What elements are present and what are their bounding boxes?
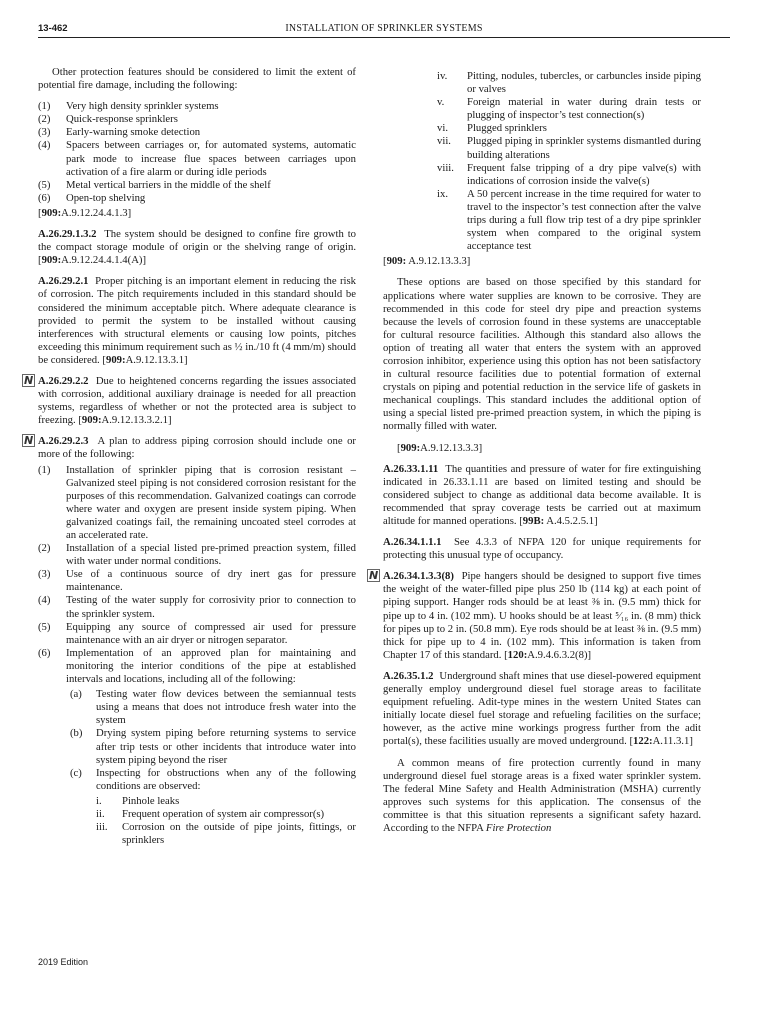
list-marker: (4)	[38, 139, 51, 152]
section-label: A.26.29.2.3	[38, 435, 89, 448]
list-item-text: Pitting, nodules, tubercles, or carbuncles inside piping or valves	[467, 70, 701, 96]
inspection-conditions-continued	[383, 70, 701, 253]
list-marker: (3)	[38, 568, 51, 581]
section-a-26-33-1-11: A.26.33.1.11 The quantities and pressure of water for fire extinguishing indicated in 26.33.1.11 are based on limited testing and should be considered subject to change as additional data become available. It is recommended that spray coverage tests be carried out at maximum altitude for manned operations. [99B: A.4.5.2.5.1]	[383, 462, 701, 527]
list-marker: (c)	[70, 766, 82, 779]
section-a-26-29-2-3: N A.26.29.2.3 A plan to address piping corrosion should include one or more of the following:	[24, 434, 356, 461]
right-column	[369, 70, 702, 843]
intro-list	[38, 100, 356, 205]
section-a-26-35-1-2: A.26.35.1.2 Underground shaft mines that use diesel-powered equipment generally employ underground diesel fuel storage areas to facilitate equipment refueling. Adit-type mines in the western United States can initially locate diesel fuel storage and refueling facilities on the surface; however, as the active mine workings progress further from the adit portal(s), these facilities usually are moved underground. [122:A.11.3.1]	[383, 669, 701, 748]
list-marker: (5)	[38, 178, 51, 191]
list-item-text: Foreign material in water during drain tests or plugging of inspector’s test connection(s)	[467, 96, 701, 122]
list-item-text: Testing of the water supply for corrosivity prior to connection to the sprinkler system.	[66, 594, 356, 620]
section-label: A.26.29.2.1	[38, 275, 89, 288]
list-marker: viii.	[437, 161, 454, 174]
list-item	[38, 727, 356, 766]
list-item	[38, 100, 356, 113]
list-item-text: Equipping any source of compressed air used for pressure maintenance with an air dryer or nitrogen separator.	[66, 620, 356, 646]
page-number: 13-462	[38, 23, 68, 34]
list-item	[38, 621, 356, 647]
section-a-26-29-2-2: N A.26.29.2.2 Due to heightened concerns regarding the issues associated with corrosion, additional auxiliary drainage is needed for all preaction systems, regardless of whether or not the protected area is subject to freezing. [909:A.9.12.13.3.2.1]	[24, 373, 357, 427]
list-item	[38, 192, 356, 205]
options-paragraph: These options are based on those specified by this standard for applications where water supplies are known to be corrosive. They are recommended in this code for steel dry pipe and preaction systems because the levels of corrosion found in these systems are unacceptable for cultural resource facilities. Although this standard also allows the option of treating all water that enters the system with an approved corrosion inhibitor, experience using this option has not been satisfactory in cultural resource facilities due to potential formation of external crystals on piping and potential reduction in the service life of gaskets in mechanical couplings. This standard includes the additional option of using a special listed pre-primed preaction system, in which the piping is normally filled with water.	[383, 276, 701, 433]
options-reference: [909:A.9.12.13.3.3]	[397, 441, 483, 454]
list-marker: iv.	[437, 70, 448, 82]
list-item	[38, 594, 356, 620]
list-marker: (a)	[70, 688, 82, 701]
list-item	[38, 179, 356, 192]
list-item-text: Pinhole leaks	[122, 794, 180, 807]
list-item	[38, 647, 356, 686]
list-item	[38, 542, 356, 568]
list-item-text: Corrosion on the outside of pipe joints, fittings, or sprinklers	[122, 821, 356, 847]
list-item-text: Use of a continuous source of dry inert gas for pressure maintenance.	[66, 568, 356, 594]
list-item	[38, 464, 356, 543]
new-material-marker: N	[24, 434, 34, 448]
list-item-text: A 50 percent increase in the time required for water to travel to the inspector’s test connection after the valve trips during a full flow trip test of a dry pipe sprinkler system when compared to the original system acceptance test	[467, 187, 701, 253]
list-item-text: Testing water flow devices between the semiannual tests using a means that does not introduce fresh water into the system	[96, 688, 356, 727]
list-item	[383, 70, 701, 96]
list-item-text: Implementation of an approved plan for maintaining and monitoring the interior conditions of the pipe at established intervals and locations, including all of the following:	[66, 646, 356, 686]
list-item-text: Drying system piping before returning systems to service after trip tests or other incidents that introduce water into system piping beyond the riser	[96, 727, 356, 766]
running-title: INSTALLATION OF SPRINKLER SYSTEMS	[285, 23, 483, 34]
fire-protection-paragraph: A common means of fire protection currently found in many underground diesel fuel storage areas is a fixed water sprinkler system. The federal Mine Safety and Health Administration (MSHA) currently approves such systems for this application. The consensus of the committee is that this situation represents a significant safety hazard. According to the NFPA Fire Protection	[383, 756, 701, 834]
inspection-conditions-list	[38, 795, 356, 847]
list-marker: i.	[96, 794, 102, 807]
section-a-26-34-1-3-3-8: N A.26.34.1.3.3(8) Pipe hangers should be designed to support five times the weight of the water-filled pipe plus 250 lb (114 kg) at each point of piping support. Hanger rods should be at least ⅜ in. (9.5 mm) thick for pipe up to 4 in. (102 mm). U hooks should be at least ⁵⁄₁₆ in. (8 mm) thick for pipes up to 2 in. (50.8 mm). Eye rods should be at least ⅜ in. (9.5 mm) thick for pipe up to 4 in. (102 mm). This information is taken from Chapter 17 of this standard. [120:A.9.4.6.3.2(8)]	[369, 569, 702, 661]
list-item	[38, 767, 356, 793]
section-label: A.26.29.1.3.2	[38, 228, 97, 241]
section-label: A.26.29.2.2	[38, 374, 89, 387]
list-item-text: Early-warning smoke detection	[66, 126, 201, 139]
list-item	[383, 122, 701, 135]
list-marker: (b)	[70, 727, 83, 740]
intro-reference: [909:A.9.12.24.4.1.3]	[38, 206, 132, 219]
section-a-26-29-1-3-2: A.26.29.1.3.2 The system should be designed to confine fire growth to the compact storage module of origin or the shelving range of origin. [909:A.9.12.24.4.1.4(A)]	[38, 228, 357, 267]
list-item-text: Frequent operation of system air compressor(s)	[122, 807, 325, 820]
list-marker: (2)	[38, 542, 51, 555]
section-label: A.26.34.1.3.3(8)	[383, 570, 454, 583]
list-marker: v.	[437, 96, 445, 109]
list-item-text: Inspecting for obstructions when any of the following conditions are observed:	[96, 766, 356, 792]
list-item	[383, 188, 701, 253]
list-marker: (1)	[38, 463, 51, 476]
list-item	[38, 113, 356, 126]
list-item-text: Very high density sprinkler systems	[66, 100, 219, 113]
list-item	[38, 821, 356, 847]
section-a-26-34-1-1-1: A.26.34.1.1.1 See 4.3.3 of NFPA 120 for unique requirements for protecting this unusual type of occupancy.	[383, 536, 702, 562]
list-item	[38, 568, 356, 594]
left-column	[24, 66, 357, 849]
section-label: A.26.35.1.2	[383, 669, 434, 682]
monitoring-sublist	[38, 688, 356, 793]
list-item-text: Spacers between carriages or, for automated systems, automatic park mode to increase flue spaces between carriages upon activation of a fire alarm or during idle periods	[66, 139, 356, 178]
list-marker: (6)	[38, 646, 51, 659]
list-item	[38, 139, 356, 178]
list-item-text: Installation of sprinkler piping that is corrosion resistant – Galvanized steel piping is not considered corrosion resistant for the purposes of this recommendation. Galvanized coatings can corrode where water and oxygen are present inside system piping. When galvanized coatings fail, the remaining uncoated steel corrodes at an accelerated rate.	[66, 463, 356, 541]
list-marker: (2)	[38, 113, 51, 126]
new-material-marker: N	[369, 569, 379, 583]
list-item	[38, 795, 356, 808]
list-item	[383, 162, 701, 188]
list-item	[383, 96, 701, 122]
list-item	[383, 135, 701, 161]
list-item	[38, 126, 356, 139]
list-item-text: Metal vertical barriers in the middle of the shelf	[66, 178, 271, 191]
section-label: A.26.33.1.11	[383, 462, 439, 475]
section-a-26-29-2-1: A.26.29.2.1 Proper pitching is an important element in reducing the risk of corrosion. The pitch requirements included in this standard should be considered the minimum acceptable pitch. Where adequate clearance is provided to permit the system to be installed without causing interferences with structural elements or causing low points, pitches exceeding this minimum requirement such as ½ in./10 ft (4 mm/m) should be considered. [909:A.9.12.13.3.1]	[38, 275, 356, 366]
section-label: A.26.34.1.1.1	[383, 536, 442, 549]
edition-footer: 2019 Edition	[38, 957, 89, 967]
list-item-text: Plugged sprinklers	[467, 122, 547, 135]
list-marker: (3)	[38, 126, 51, 139]
intro-paragraph: Other protection features should be considered to limit the extent of potential fire damage, including the following:	[38, 66, 356, 92]
list-marker: (1)	[38, 100, 51, 113]
list-marker: ix.	[437, 187, 448, 200]
list-item-text: Open-top shelving	[66, 191, 146, 204]
list-marker: (4)	[38, 594, 51, 607]
page-header	[38, 22, 730, 38]
list-item	[38, 808, 356, 821]
list-marker: (6)	[38, 191, 51, 204]
list-marker: vii.	[437, 135, 451, 148]
list-item-text: Plugged piping in sprinkler systems dismantled during building alterations	[467, 135, 701, 161]
list-item	[38, 688, 356, 727]
list-item-text: Frequent false tripping of a dry pipe valve(s) with indications of corrosion inside the valve(s)	[467, 161, 701, 187]
conditions-reference: [909: A.9.12.13.3.3]	[383, 255, 471, 268]
new-material-marker: N	[24, 373, 34, 387]
list-item-text: Installation of a special listed pre-primed preaction system, filled with water under normal conditions.	[66, 542, 356, 568]
list-marker: iii.	[96, 821, 108, 834]
list-marker: ii.	[96, 807, 105, 820]
corrosion-plan-list	[38, 464, 356, 687]
list-marker: vi.	[437, 122, 448, 135]
list-marker: (5)	[38, 620, 51, 633]
list-item-text: Quick-response sprinklers	[66, 113, 178, 126]
italic-title: Fire Protection	[485, 821, 552, 834]
